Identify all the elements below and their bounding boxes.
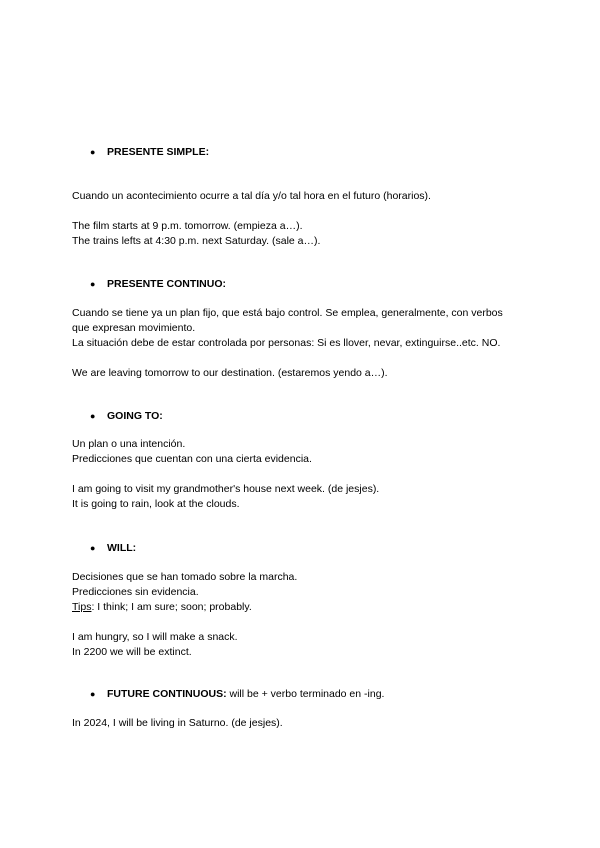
bullet-icon: ●	[90, 147, 96, 157]
text-line: We are leaving tomorrow to our destination. (estaremos yendo a…).	[72, 367, 388, 379]
bullet-icon: ●	[90, 279, 96, 289]
heading-text: GOING TO:	[107, 410, 163, 422]
text-line: Un plan o una intención.	[72, 438, 186, 450]
blank-line	[72, 204, 431, 219]
text-line: I am hungry, so I will make a snack.	[72, 631, 238, 643]
tips-text: : I think; I am sure; soon; probably.	[91, 601, 252, 613]
tips-label: Tips	[72, 601, 92, 613]
text-line: Decisiones que se han tomado sobre la marcha.	[72, 571, 298, 583]
text-line: It is going to rain, look at the clouds.	[72, 498, 240, 510]
text-line: Cuando se tiene ya un plan fijo, que está bajo control. Se emplea, generalmente, con verbos	[72, 307, 503, 319]
heading-text: PRESENTE CONTINUO:	[107, 278, 227, 290]
bullet-icon: ●	[90, 411, 96, 421]
paragraph-will	[72, 570, 297, 660]
text-line: Predicciones que cuentan con una cierta evidencia.	[72, 453, 312, 465]
blank-line	[72, 615, 297, 630]
heading-going-to	[90, 409, 163, 424]
tips-line	[72, 600, 297, 615]
heading-text: WILL:	[107, 542, 137, 554]
text-line: I am going to visit my grandmother's house next week. (de jesjes).	[72, 483, 380, 495]
blank-line	[72, 467, 379, 482]
paragraph-going-to	[72, 437, 379, 512]
heading-future-continuous	[90, 687, 384, 702]
heading-text: PRESENTE SIMPLE:	[107, 146, 210, 158]
text-line: The film starts at 9 p.m. tomorrow. (empieza a…).	[72, 220, 303, 232]
text-line: Predicciones sin evidencia.	[72, 586, 199, 598]
heading-will	[90, 541, 136, 556]
text-line: In 2024, I will be living in Saturno. (de jesjes).	[72, 717, 283, 729]
paragraph-presente-simple	[72, 189, 431, 249]
paragraph-presente-continuo	[72, 306, 503, 381]
bullet-icon: ●	[90, 689, 96, 699]
heading-text: FUTURE CONTINUOUS:	[107, 688, 227, 700]
text-line: In 2200 we will be extinct.	[72, 646, 192, 658]
text-line: que expresan movimiento.	[72, 322, 196, 334]
text-line: The trains lefts at 4:30 p.m. next Saturday. (sale a…).	[72, 235, 321, 247]
heading-presente-simple	[90, 145, 209, 160]
heading-presente-continuo	[90, 277, 226, 292]
text-line: La situación debe de estar controlada por personas: Si es llover, nevar, extinguirse..etc. NO.	[72, 337, 501, 349]
blank-line	[72, 351, 503, 366]
text-line: Cuando un acontecimiento ocurre a tal día y/o tal hora en el futuro (horarios).	[72, 190, 431, 202]
heading-rest-text: will be + verbo terminado en -ing.	[226, 688, 385, 700]
paragraph-future-continuous	[72, 716, 283, 731]
bullet-icon: ●	[90, 543, 96, 553]
